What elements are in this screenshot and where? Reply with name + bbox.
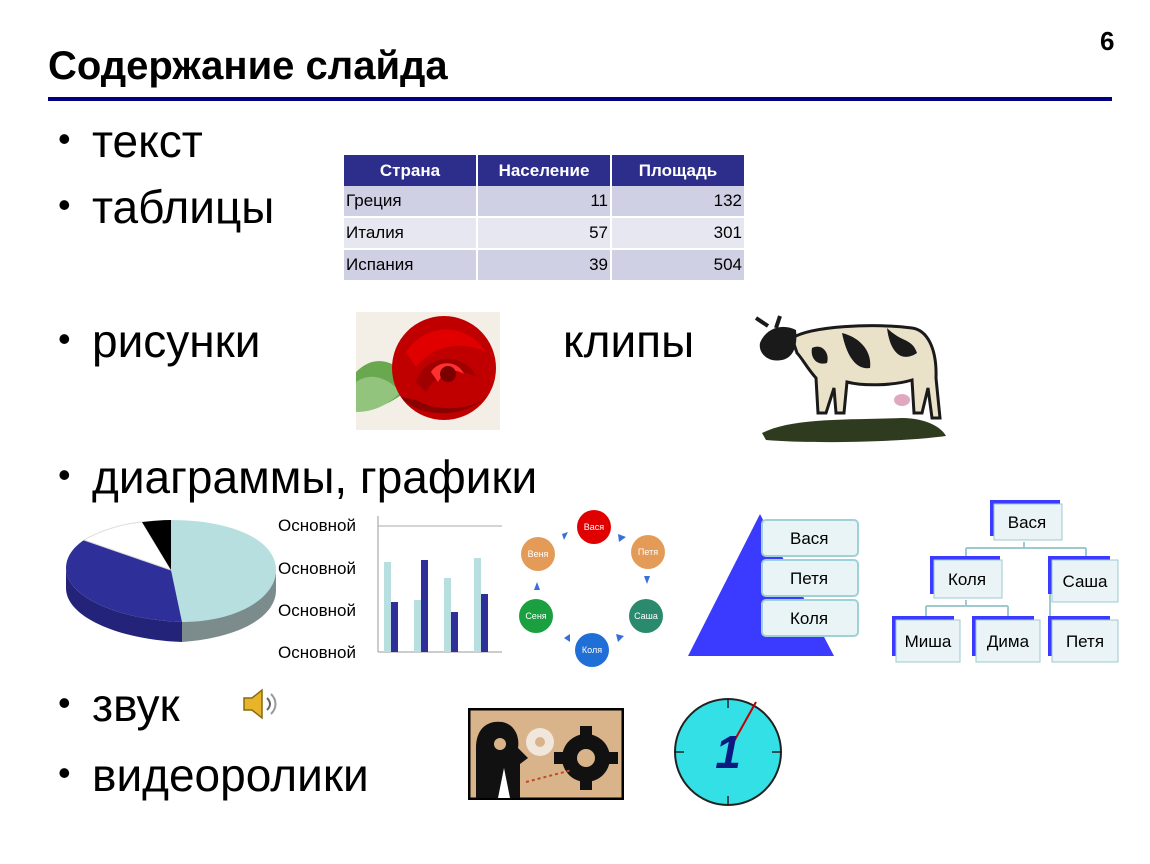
table-header-row xyxy=(344,155,745,186)
org-chart xyxy=(890,496,1124,666)
pyramid-level-label: Вася xyxy=(790,529,829,548)
clips-label: клипы xyxy=(563,315,695,367)
rose-picture xyxy=(356,312,500,430)
cycle-node-label: Сеня xyxy=(525,611,547,621)
table-header-country: Страна xyxy=(344,155,477,186)
pyramid-level-label: Петя xyxy=(790,569,829,588)
org-node-label: Петя xyxy=(1065,632,1105,651)
bullet-charts-label: диаграммы, графики xyxy=(92,451,538,503)
axis-tick-label: Основной xyxy=(278,643,356,662)
table-row xyxy=(344,186,745,217)
bullet-pictures-label: рисунки xyxy=(92,315,261,367)
slide-number: 6 xyxy=(1100,26,1115,56)
bullet-pictures: • рисунки xyxy=(58,315,261,367)
bullet-sound: • звук xyxy=(58,679,180,731)
bullet-video-label: видеоролики xyxy=(92,749,369,801)
bar xyxy=(481,594,488,652)
cow-clipart xyxy=(752,308,948,444)
axis-tick-label: Основной xyxy=(278,559,356,578)
table-cell: 11 xyxy=(477,186,611,217)
table-cell: Италия xyxy=(344,217,477,249)
bar xyxy=(451,612,458,652)
bar xyxy=(391,602,398,652)
cycle-diagram xyxy=(512,504,676,668)
bar xyxy=(444,578,451,652)
cycle-node-label: Вася xyxy=(583,522,605,532)
cycle-node-label: Саша xyxy=(634,611,658,621)
speaker-icon[interactable] xyxy=(240,686,280,722)
table-cell: 301 xyxy=(611,217,745,249)
bullet-charts: • диаграммы, графики xyxy=(58,451,538,503)
cycle-node-label: Петя xyxy=(637,547,659,557)
clock-video-icon[interactable] xyxy=(672,696,784,808)
bar-chart xyxy=(278,516,504,662)
gears-video-icon[interactable] xyxy=(468,708,624,800)
table-cell: Испания xyxy=(344,249,477,281)
bullet-sound-label: звук xyxy=(92,679,180,731)
org-node-label: Миша xyxy=(904,632,952,651)
title-divider xyxy=(48,97,1112,101)
axis-tick-label: Основной xyxy=(278,601,356,620)
bar xyxy=(414,600,421,652)
table-cell: 39 xyxy=(477,249,611,281)
table-row xyxy=(344,249,745,281)
bar xyxy=(421,560,428,652)
pie-chart-3d xyxy=(62,518,280,648)
bar xyxy=(384,562,391,652)
table-header-area: Площадь xyxy=(611,155,745,186)
org-node-label: Дима xyxy=(986,632,1030,651)
table-cell: 504 xyxy=(611,249,745,281)
table-row xyxy=(344,217,745,249)
axis-tick-label: Основной xyxy=(278,516,356,535)
bullet-video: • видеоролики xyxy=(58,749,369,801)
bullet-text-label: текст xyxy=(92,115,203,167)
cycle-node-label: Коля xyxy=(581,645,603,655)
table-cell: 132 xyxy=(611,186,745,217)
bullet-tables: • таблицы xyxy=(58,181,275,233)
org-node-label: Вася xyxy=(1007,513,1047,532)
org-node-label: Саша xyxy=(1062,572,1108,591)
table-cell: Греция xyxy=(344,186,477,217)
table-cell: 57 xyxy=(477,217,611,249)
cycle-node-label: Веня xyxy=(527,549,549,559)
table-header-population: Население xyxy=(477,155,611,186)
org-node-label: Коля xyxy=(947,570,987,589)
slide-title: Содержание слайда xyxy=(48,44,448,88)
bar xyxy=(474,558,481,652)
pyramid-diagram xyxy=(686,510,864,660)
svg-text:1: 1 xyxy=(715,726,741,778)
population-table xyxy=(344,155,746,282)
bullet-tables-label: таблицы xyxy=(92,181,275,233)
bullet-text: • текст xyxy=(58,115,203,167)
pyramid-level-label: Коля xyxy=(790,609,829,628)
